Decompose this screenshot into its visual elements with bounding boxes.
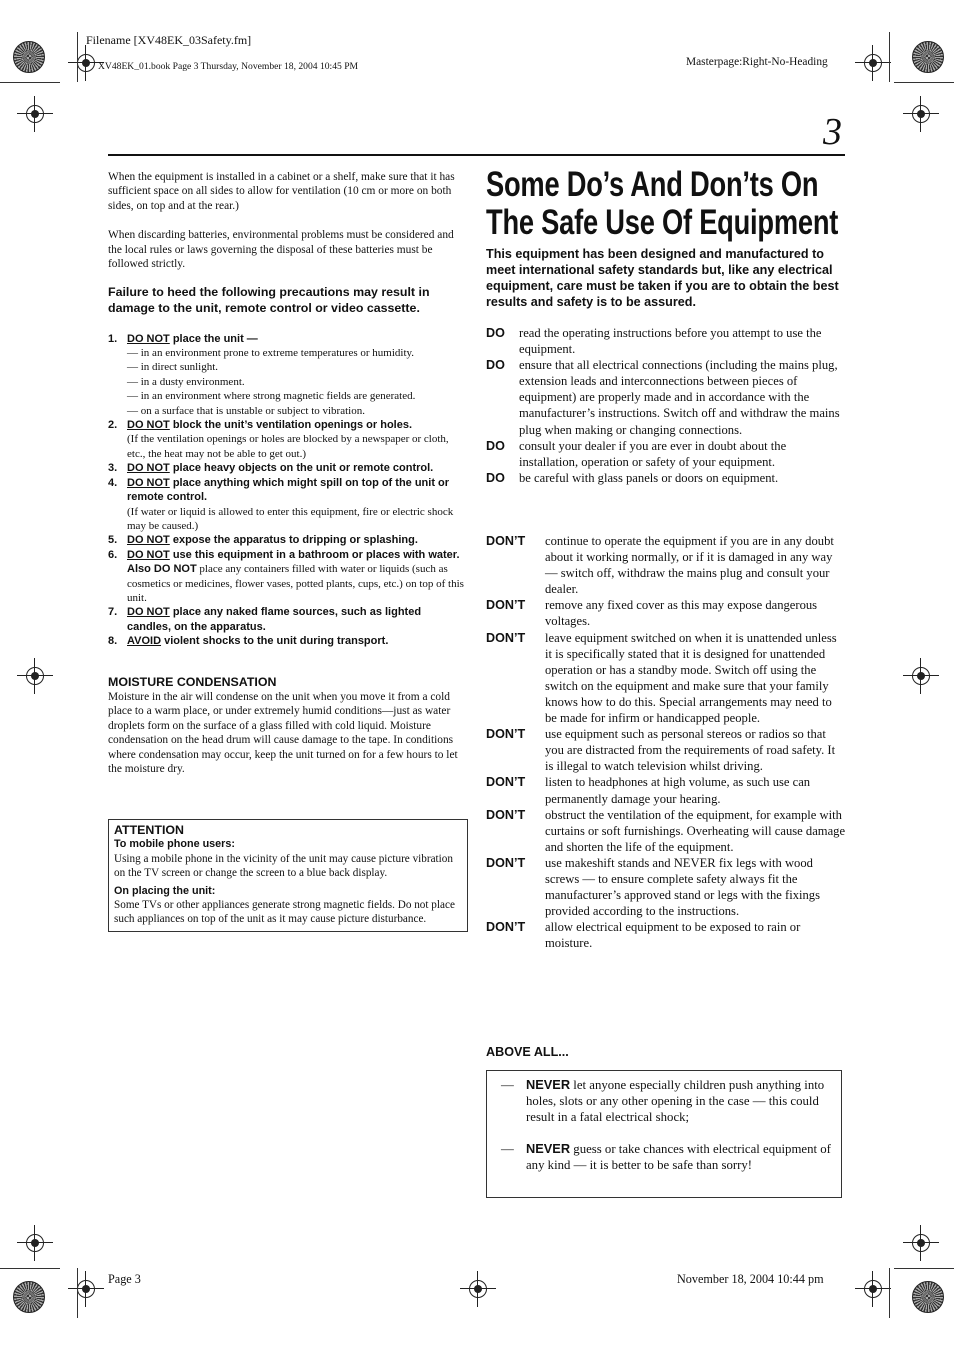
- do-list: [486, 325, 846, 486]
- rule-text: remove any fixed cover as this may expose dangerous voltages.: [545, 598, 818, 629]
- rule-keyword: DO: [486, 438, 505, 453]
- precaution-keyword: DO NOT: [127, 462, 170, 475]
- rule-row: [486, 807, 846, 855]
- page-title: [486, 165, 839, 242]
- book-info-label: XV48EK_01.book Page 3 Thursday, November 18, 2004 10:45 PM: [98, 61, 359, 72]
- never-item: [501, 1141, 831, 1173]
- precaution-text: violent shocks to the unit during transport.: [161, 635, 389, 648]
- crop-line: [894, 1268, 954, 1269]
- left-column: [108, 170, 466, 776]
- rule-text: obstruct the ventilation of the equipment, for example with curtains or soft furnishings. Overheating will cause damage and shorten the life of the equipment.: [545, 807, 846, 854]
- never-text-wrap: [526, 1077, 831, 1125]
- moisture-heading: MOISTURE CONDENSATION: [108, 674, 277, 689]
- precaution-keyword: DO NOT: [127, 606, 170, 619]
- registration-rosette-icon: [912, 41, 944, 73]
- battery-paragraph: When discarding batteries, environmental problems must be considered and the local rules or laws governing the disposal of these batteries must be followed strictly.: [108, 229, 454, 271]
- rule-keyword: DON’T: [486, 534, 526, 548]
- rule-row: [486, 597, 846, 629]
- rule-text: listen to headphones at high volume, as such use can permanently damage your hearing.: [545, 775, 811, 806]
- rule-row: [486, 438, 846, 470]
- registration-mark-icon: [855, 1271, 891, 1307]
- precaution-subitem: — on a surface that is unstable or subject to vibration.: [127, 404, 365, 417]
- rule-text: read the operating instructions before you attempt to use the equipment.: [519, 326, 822, 357]
- crop-line: [0, 1268, 60, 1269]
- registration-rosette-icon: [13, 41, 45, 73]
- rule-text: continue to operate the equipment if you are in any doubt about it working normally, or if it is damaged in any way — switch off, withdraw the mains plug and consult your dealer.: [545, 534, 834, 597]
- precaution-keyword: DO NOT: [127, 332, 170, 345]
- precaution-text: place the unit —: [169, 332, 258, 345]
- precaution-keyword: DO NOT: [127, 476, 170, 489]
- rule-row: [486, 470, 846, 486]
- precaution-keyword: DO NOT: [127, 419, 170, 432]
- rule-row: [486, 630, 846, 727]
- registration-mark-icon: [903, 96, 939, 132]
- registration-rosette-icon: [13, 1281, 45, 1313]
- precaution-item: [108, 605, 466, 634]
- precaution-item: [108, 548, 466, 606]
- precaution-subitem: (If the ventilation openings or holes are blocked by a newspaper or cloth, etc., the heat may not be able to get out.): [127, 433, 449, 460]
- never-item: [501, 1077, 831, 1125]
- precaution-text: use this equipment in a bathroom or places with water. Also DO NOT: [127, 548, 460, 576]
- never-dash: —: [501, 1142, 514, 1156]
- registration-mark-icon: [17, 1225, 53, 1261]
- precaution-text: expose the apparatus to dripping or splashing.: [169, 534, 418, 547]
- rule-text: ensure that all electrical connections (including the mains plug, extension leads and interconnections between pieces of equipment) are properly made and in accordance with the manufacturer’s instructions. Switch off and withdraw the mains plug when making or changing connections.: [519, 358, 840, 437]
- precaution-number: 7.: [108, 606, 118, 619]
- crop-line: [77, 1268, 78, 1318]
- precaution-item: [108, 533, 466, 547]
- precaution-item: [108, 476, 466, 534]
- registration-mark-icon: [460, 1271, 496, 1307]
- precautions-list: [108, 332, 466, 649]
- warning-heading: Failure to heed the following precautions may result in damage to the unit, remote control or video cassette.: [108, 285, 430, 316]
- rule-text: leave equipment switched on when it is unattended unless it is specifically stated that it is designed for unattended operation or has a standby mode. Switch off using the switch on the equipment and make sure that your family knows how to do this. Special arrangements may need to be made for infirm or handicapped people.: [545, 630, 837, 726]
- attention-subheading: On placing the unit:: [114, 884, 216, 897]
- precaution-number: 6.: [108, 548, 118, 561]
- precaution-subitem: — in a dusty environment.: [127, 375, 245, 388]
- rule-row: [486, 533, 846, 597]
- rule-keyword: DON’T: [486, 807, 526, 822]
- rule-text: use makeshift stands and NEVER fix legs with wood screws — to ensure complete safety always fit the manufacturer’s approved stand or legs with the fixings provided according to the instructions.: [545, 855, 821, 919]
- crop-line: [889, 1268, 890, 1318]
- rule-row: [486, 855, 846, 919]
- never-box: [486, 1070, 842, 1198]
- precaution-subitem: — in direct sunlight.: [127, 361, 219, 374]
- precaution-number: 5.: [108, 534, 118, 547]
- precaution-text: block the unit’s ventilation openings or holes.: [169, 419, 413, 432]
- registration-mark-icon: [903, 658, 939, 694]
- never-keyword: NEVER: [526, 1077, 571, 1092]
- footer-date: November 18, 2004 10:44 pm: [677, 1272, 824, 1286]
- above-all-heading: ABOVE ALL...: [486, 1045, 569, 1059]
- page-number: 3: [823, 111, 842, 153]
- rule-keyword: DO: [486, 326, 505, 340]
- registration-mark-icon: [17, 96, 53, 132]
- rule-text: consult your dealer if you are ever in doubt about the installation, operation or safety of your equipment.: [519, 438, 787, 469]
- registration-mark-icon: [903, 1225, 939, 1261]
- precaution-item: [108, 418, 466, 461]
- attention-subheading: To mobile phone users:: [114, 838, 235, 851]
- precaution-item: [108, 461, 466, 475]
- rule-keyword: DON’T: [486, 920, 526, 935]
- rule-keyword: DON’T: [486, 598, 526, 613]
- rule-keyword: DON’T: [486, 855, 526, 870]
- crop-line: [894, 82, 954, 83]
- rule-text: be careful with glass panels or doors on equipment.: [519, 470, 779, 485]
- crop-line: [0, 82, 60, 83]
- never-dash: —: [501, 1078, 514, 1092]
- precaution-number: 3.: [108, 462, 118, 475]
- rule-keyword: DON’T: [486, 775, 526, 790]
- rule-keyword: DO: [486, 358, 505, 373]
- never-text: guess or take chances with electrical equipment of any kind — it is better to be safe than sorry!: [526, 1142, 831, 1173]
- precaution-number: 1.: [108, 332, 118, 345]
- footer-page: Page 3: [108, 1272, 141, 1286]
- precaution-subitem: (If water or liquid is allowed to enter this equipment, fire or electric shock may be caused.): [127, 505, 454, 532]
- rule-keyword: DO: [486, 470, 505, 485]
- precaution-number: 4.: [108, 476, 118, 489]
- precaution-number: 2.: [108, 419, 118, 432]
- precaution-text: place anything which might spill on top of the unit or remote control.: [127, 476, 450, 504]
- precaution-keyword: DO NOT: [127, 548, 170, 561]
- precaution-keyword: DO NOT: [127, 534, 170, 547]
- crop-line: [77, 32, 78, 82]
- registration-mark-icon: [855, 45, 891, 81]
- precaution-item: [108, 634, 466, 648]
- title-line: The Safe Use Of Equipment: [486, 203, 839, 242]
- rule-text: allow electrical equipment to be exposed to rain or moisture.: [545, 920, 801, 951]
- attention-text: Some TVs or other appliances generate strong magnetic fields. Do not place such appliances on top of the unit as it may cause picture disturbance.: [114, 899, 455, 926]
- registration-mark-icon: [68, 1271, 104, 1307]
- never-text: let anyone especially children push anything into holes, slots or any other opening in the case — this could result in a fatal electrical shock;: [526, 1078, 825, 1125]
- header-rule: [108, 154, 845, 156]
- precaution-text: place heavy objects on the unit or remote control.: [169, 462, 434, 475]
- precaution-text: place any naked flame sources, such as lighted candles, on the apparatus.: [127, 606, 422, 633]
- moisture-text: Moisture in the air will condense on the unit when you move it from a cold place to a warm place, or under extremely humid conditions—just as water droplets form on the surface of a glass filled with cold liquid. Moisture condensation on the head drum will cause damage to the tape. In conditions where condensation may occur, keep the unit turned on for a few hours to let the moisture dry.: [108, 690, 458, 775]
- registration-rosette-icon: [912, 1281, 944, 1313]
- crop-line: [889, 32, 890, 82]
- rule-keyword: DON’T: [486, 727, 526, 742]
- precaution-number: 8.: [108, 635, 118, 648]
- precaution-keyword: AVOID: [127, 635, 162, 648]
- intro-paragraph: This equipment has been designed and manufactured to meet international safety standards but, like any electrical equipment, care must be taken if you are to obtain the best results and safety is to be assured.: [486, 247, 839, 309]
- attention-box: [108, 819, 468, 932]
- filename-label: Filename [XV48EK_03Safety.fm]: [86, 33, 252, 47]
- rule-row: [486, 774, 846, 806]
- masterpage-label: Masterpage:Right-No-Heading: [686, 56, 828, 68]
- never-text-wrap: [526, 1141, 831, 1173]
- rule-row: [486, 357, 846, 437]
- rule-row: [486, 919, 846, 951]
- attention-text: Using a mobile phone in the vicinity of the unit may cause picture vibration on the TV screen or change the screen to a blue back display.: [114, 852, 453, 880]
- registration-mark-icon: [17, 658, 53, 694]
- precaution-subitem: — in an environment prone to extreme temperatures or humidity.: [127, 347, 415, 360]
- never-keyword: NEVER: [526, 1141, 571, 1156]
- attention-title: ATTENTION: [114, 823, 184, 837]
- rule-text: use equipment such as personal stereos or radios so that you are distracted from the requirements of road safety. It is illegal to watch television whilst driving.: [545, 727, 836, 774]
- rule-row: [486, 325, 846, 357]
- rule-keyword: DON’T: [486, 630, 526, 645]
- precaution-item: [108, 332, 466, 418]
- ventilation-paragraph: When the equipment is installed in a cabinet or a shelf, make sure that it has sufficient space on all sides to allow for ventilation (10 cm or more on both sides, on top and at the rear.): [108, 171, 455, 212]
- dont-list: [486, 533, 846, 951]
- title-line: Some Do’s And Don’ts On: [486, 165, 819, 204]
- rule-row: [486, 726, 846, 774]
- precaution-tail: place any containers filled with water or liquids (such as cosmetics or medicines, flower vases, potted plants, cups, etc.) on top of this unit.: [127, 563, 464, 604]
- precaution-subitem: — in an environment where strong magnetic fields are generated.: [127, 390, 416, 403]
